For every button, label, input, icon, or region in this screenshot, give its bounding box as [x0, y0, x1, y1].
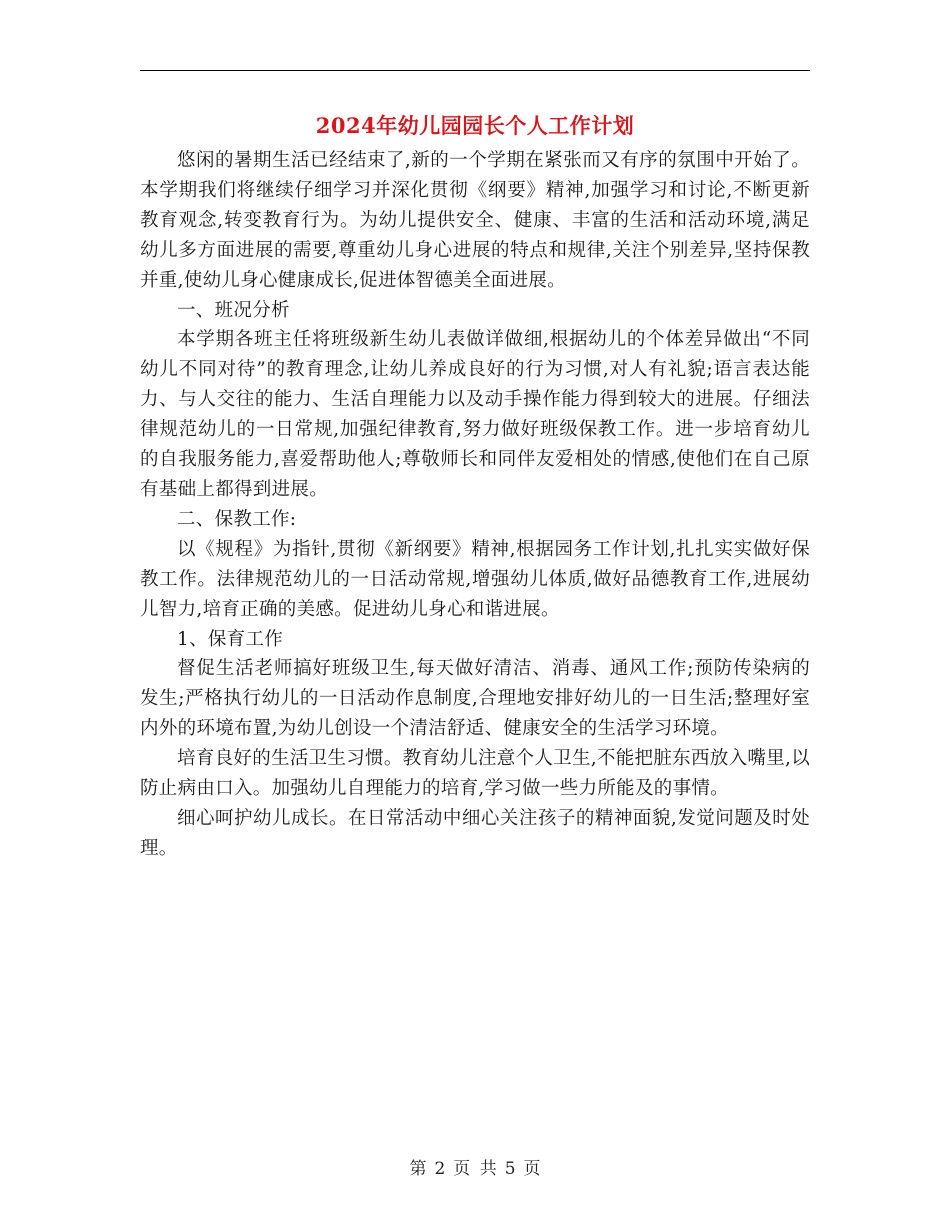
paragraph-class-analysis: 本学期各班主任将班级新生幼儿表做详做细,根据幼儿的个体差异做出“不同幼儿不同对待”的教育理念,让幼儿养成良好的行为习惯,对人有礼貌;语言表达能力、与人交往的能力、生活自理能力以及动手操作能力得到较大的进展。仔细法律规范幼儿的一日常规,加强纪律教育,努力做好班级保教工作。进一步培育幼儿的自我服务能力,喜爱帮助他人;尊敬师长和同伴友爱相处的情感,使他们在自己原有基础上都得到进展。: [140, 329, 810, 500]
footer-suffix: 页: [523, 1159, 541, 1179]
section-heading-class-analysis: 一、班况分析: [177, 299, 290, 321]
section-heading-care-education: 二、保教工作:: [177, 508, 297, 530]
paragraph-care-education: 以《规程》为指针,贯彻《新纲要》精神,根据园务工作计划,扎扎实实做好保教工作。法律规范幼儿的一日活动常规,增强幼儿体质,做好品德教育工作,进展幼儿智力,培育正确的美感。促进幼儿身心和谐进展。: [140, 538, 810, 620]
subsection-heading-nursing: 1、保育工作: [177, 628, 284, 650]
page-footer: [0, 1154, 950, 1179]
footer-page-number: 2: [434, 1159, 446, 1179]
document-body: [140, 146, 810, 864]
paragraph-nursing-care: 细心呵护幼儿成长。在日常活动中细心关注孩子的精神面貌,发觉问题及时处理。: [140, 807, 810, 859]
footer-prefix: 第: [409, 1159, 427, 1179]
footer-middle: 页 共: [453, 1159, 497, 1179]
paragraph-nursing-hygiene: 督促生活老师搞好班级卫生,每天做好清洁、消毒、通风工作;预防传染病的发生;严格执行幼儿的一日活动作息制度,合理地安排好幼儿的一日生活;整理好室内外的环境布置,为幼儿创设一个清洁舒适、健康安全的生活学习环境。: [140, 658, 810, 740]
paragraph-intro: 悠闲的暑期生活已经结束了,新的一个学期在紧张而又有序的氛围中开始了。本学期我们将继续仔细学习并深化贯彻《纲要》精神,加强学习和讨论,不断更新教育观念,转变教育行为。为幼儿提供安全、健康、丰富的生活和活动环境,满足幼儿多方面进展的需要,尊重幼儿身心进展的特点和规律,关注个别差异,坚持保教并重,使幼儿身心健康成长,促进体智德美全面进展。: [140, 150, 810, 291]
paragraph-nursing-habits: 培育良好的生活卫生习惯。教育幼儿注意个人卫生,不能把脏东西放入嘴里,以防止病由口入。加强幼儿自理能力的培育,学习做一些力所能及的事情。: [140, 748, 810, 800]
document-title: 2024年幼儿园园长个人工作计划: [315, 113, 635, 138]
footer-total-pages: 5: [504, 1159, 516, 1179]
header-rule: [140, 70, 810, 71]
